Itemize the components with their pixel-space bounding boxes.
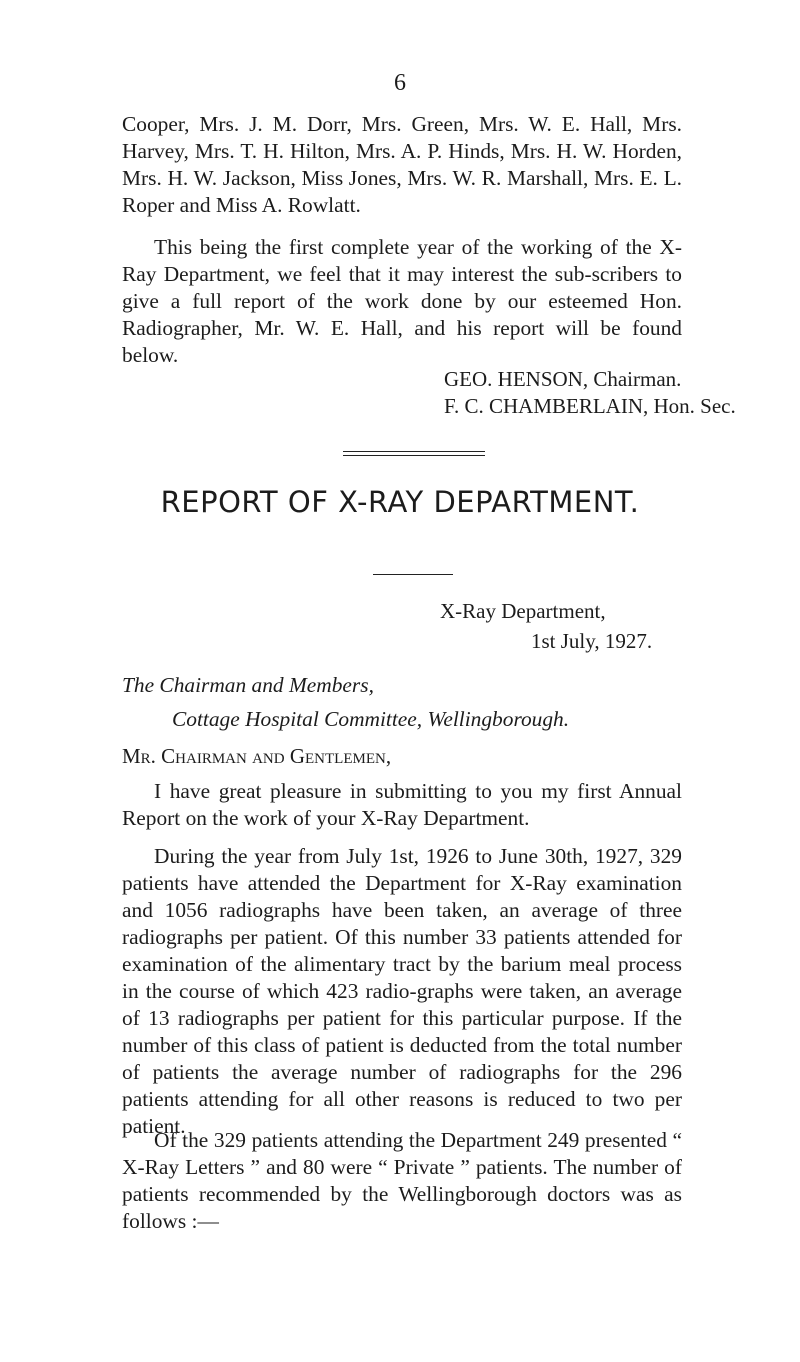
year-stats-paragraph: During the year from July 1st, 1926 to June 30th, 1927, 329 patients have attended the Department for X-Ray examination and 1056 radiographs have been taken, an average of three radiographs per patient. Of this number 33 patients attended for examination of the alimentary tract by the barium meal process in the course of which 423 radio-graphs were taken, an average of 13 radiographs per patient for this particular purpose. If the number of this class of patient is deducted from the total number of patients the average number of radiographs for the 296 patients attending for all other reasons is reduced to two per patient. <box>122 844 682 1138</box>
committee-names-paragraph: Cooper, Mrs. J. M. Dorr, Mrs. Green, Mrs. W. E. Hall, Mrs. Harvey, Mrs. T. H. Hilton, Mrs. A. P. Hinds, Mrs. H. W. Horden, Mrs. H. W. Jackson, Miss Jones, Mrs. W. R. Marshall, Mrs. E. L. Roper and Miss A. Rowlatt. <box>122 112 682 217</box>
pleasure-paragraph: I have great pleasure in submitting to you my first Annual Report on the work of your X-Ray Department. <box>122 779 682 830</box>
report-date: 1st July, 1927. <box>531 629 653 653</box>
single-rule-divider <box>373 574 453 575</box>
department-line: X-Ray Department, <box>440 599 606 623</box>
salutation: Mr. Chairman and Gentlemen, <box>122 744 392 768</box>
chairman-signature: GEO. HENSON, Chairman. <box>444 367 682 391</box>
addressee-line-1: The Chairman and Members, <box>122 673 374 697</box>
secretary-signature: F. C. CHAMBERLAIN, Hon. Sec. <box>444 394 736 418</box>
report-heading: REPORT OF X-RAY DEPARTMENT. <box>160 485 640 519</box>
addressee-line-2: Cottage Hospital Committee, Wellingborough. <box>172 707 570 731</box>
double-rule-divider <box>343 451 485 456</box>
letters-paragraph: Of the 329 patients attending the Department 249 presented “ X-Ray Letters ” and 80 were “ Private ” patients. The number of patients recommended by the Wellingborough doctors was as follows :— <box>122 1128 682 1233</box>
first-year-paragraph: This being the first complete year of the working of the X-Ray Department, we feel that it may interest the sub-scribers to give a full report of the work done by our esteemed Hon. Radiographer, Mr. W. E. Hall, and his report will be found below. <box>122 235 682 367</box>
page-number: 6 <box>394 70 406 96</box>
